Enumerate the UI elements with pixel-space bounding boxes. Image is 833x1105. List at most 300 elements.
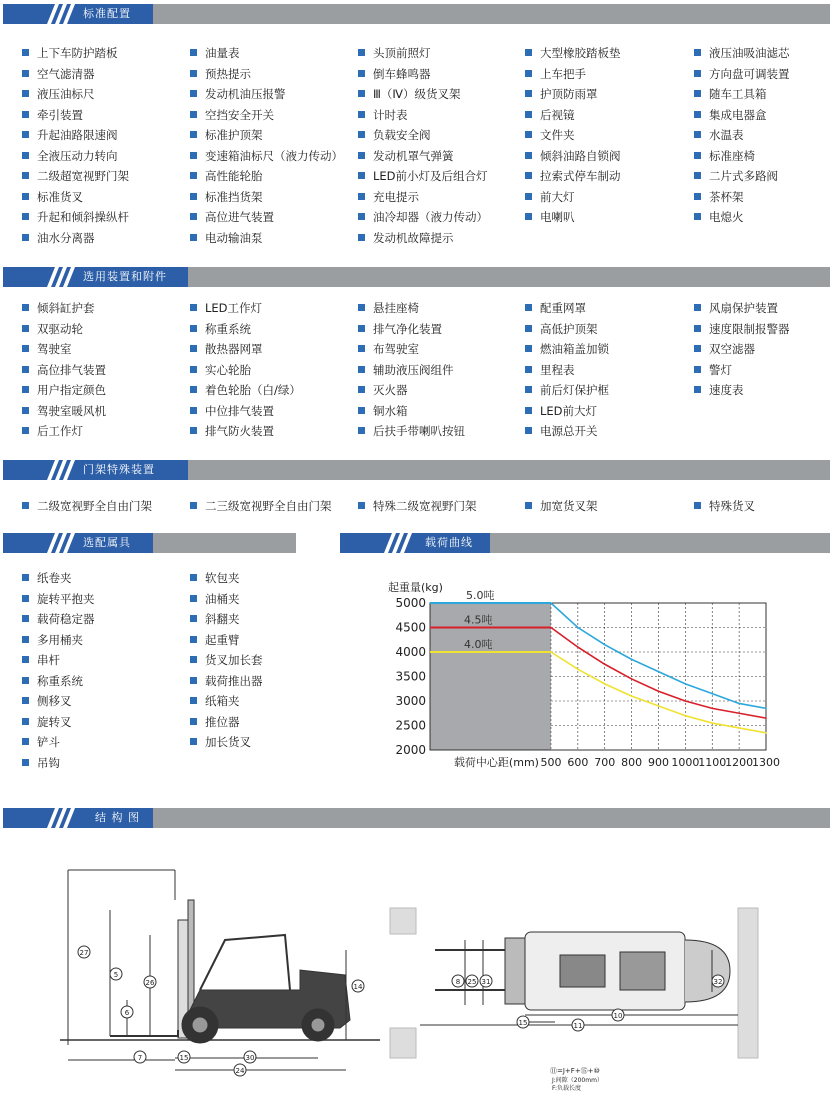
list-item-label: 拉索式停车制动 [540, 169, 621, 183]
list-item-label: 悬挂座椅 [373, 301, 419, 315]
list-item [358, 362, 454, 378]
data-point [738, 727, 740, 729]
list-item-label: 液压油吸油滤芯 [709, 46, 790, 60]
list-item [358, 498, 477, 514]
bullet-square-icon [22, 574, 29, 581]
list-item [358, 382, 408, 398]
list-item [190, 423, 274, 439]
list-item [694, 86, 767, 102]
bullet-square-icon [694, 70, 701, 77]
list-item [525, 66, 586, 82]
section-title-optional: 选用装置和附件 [83, 270, 167, 283]
x-tick-label: 600 [567, 756, 589, 769]
list-item-label: 辅助液压阀组件 [373, 362, 454, 377]
bullet-square-icon [22, 697, 29, 704]
list-item [22, 209, 129, 225]
list-item-label: 称重系统 [37, 673, 83, 688]
data-point [631, 695, 633, 697]
y-tick-label: 4500 [395, 620, 426, 635]
data-point [685, 715, 687, 717]
list-item-label: 预热提示 [205, 66, 251, 81]
dimension-label: 32 [713, 978, 723, 986]
list-item-label: 布驾驶室 [373, 342, 419, 356]
y-tick-label: 2000 [395, 743, 426, 757]
list-item [525, 382, 609, 398]
section-band-attachments [3, 533, 296, 553]
bullet-square-icon [190, 304, 197, 311]
bullet-square-icon [525, 193, 532, 200]
list-item [22, 591, 95, 607]
bullet-square-icon [525, 366, 532, 373]
x-tick-label: 1200 [725, 756, 754, 769]
list-item-label: 后扶手带喇叭按钮 [373, 424, 465, 438]
list-item [358, 168, 488, 184]
forklift-top-view [390, 908, 758, 1058]
data-point [631, 659, 633, 661]
list-item [525, 498, 598, 514]
list-item [22, 66, 95, 82]
list-item [190, 673, 263, 689]
list-item-label: 随车工具箱 [709, 87, 767, 101]
bullet-square-icon [190, 738, 197, 745]
data-point [550, 602, 552, 604]
bullet-square-icon [694, 345, 701, 352]
list-item-label: 铜水箱 [373, 403, 408, 418]
list-item [190, 734, 251, 750]
list-item-label: 斜翻夹 [205, 612, 240, 626]
list-item [190, 341, 263, 357]
list-item-label: LED工作灯 [205, 301, 263, 315]
list-item-label: 加宽货叉架 [540, 499, 598, 513]
dimension-label: 27 [79, 949, 89, 957]
forklift-side-view [60, 870, 380, 1070]
bullet-square-icon [190, 407, 197, 414]
bullet-square-icon [190, 656, 197, 663]
bullet-square-icon [22, 386, 29, 393]
list-item-label: 倾斜缸护套 [37, 301, 95, 315]
stripe-icon [41, 460, 81, 480]
list-item-label: 电喇叭 [540, 210, 575, 224]
bullet-square-icon [22, 213, 29, 220]
list-item [22, 107, 83, 123]
list-item-label: 风扇保护装置 [709, 301, 778, 315]
list-item [358, 86, 461, 102]
data-point [685, 700, 687, 702]
bullet-square-icon [358, 172, 365, 179]
section-title-load-curve: 载荷曲线 [425, 536, 473, 549]
list-item-label: 货叉加长套 [205, 653, 263, 667]
list-item-label: 标准座椅 [709, 148, 755, 163]
list-item-label: 上下车防护踏板 [37, 46, 118, 60]
list-item [358, 127, 431, 143]
bullet-square-icon [358, 193, 365, 200]
bullet-square-icon [22, 656, 29, 663]
list-item-label: 充电提示 [373, 189, 419, 204]
list-item-label: 铲斗 [37, 735, 60, 749]
bullet-square-icon [694, 366, 701, 373]
list-item-label: 二级超宽视野门架 [37, 169, 129, 183]
dimension-label: 8 [455, 978, 461, 986]
list-item-label: 发动机油压报警 [205, 87, 286, 101]
list-item [358, 189, 419, 205]
list-item [525, 341, 609, 357]
list-item-label: 着色轮胎（白/绿） [205, 383, 301, 397]
list-item-label: 软包夹 [205, 571, 240, 585]
y-axis-label: 起重量(kg) [388, 581, 443, 594]
list-item [190, 498, 332, 514]
list-item-label: 上车把手 [540, 66, 586, 81]
list-item-label: 二片式多路阀 [709, 169, 778, 183]
list-item [190, 66, 251, 82]
dimension-label: 14 [353, 983, 363, 991]
list-item-label: 空气滤清器 [37, 66, 95, 81]
list-item [22, 693, 72, 709]
bullet-square-icon [525, 131, 532, 138]
list-item [694, 127, 744, 143]
list-item [525, 45, 621, 61]
list-item-label: 排气净化装置 [373, 321, 442, 336]
list-item [694, 300, 778, 316]
list-item-label: 载荷推出器 [205, 673, 263, 688]
data-point [631, 678, 633, 680]
data-point [604, 663, 606, 665]
stripe-icon [41, 533, 81, 553]
section-band-mast [3, 460, 830, 480]
data-point [765, 732, 767, 734]
list-item-label: 空挡安全开关 [205, 107, 274, 122]
list-item-label: 灭火器 [373, 383, 408, 397]
list-item [190, 107, 274, 123]
list-item-label: 多用桶夹 [37, 632, 83, 647]
list-item [525, 107, 575, 123]
bullet-square-icon [525, 49, 532, 56]
list-item [190, 189, 263, 205]
bullet-square-icon [694, 172, 701, 179]
list-item [358, 107, 408, 123]
bullet-square-icon [190, 697, 197, 704]
list-item-label: 里程表 [540, 362, 575, 377]
list-item-label: 侧移叉 [37, 694, 72, 708]
bullet-square-icon [22, 427, 29, 434]
bullet-square-icon [190, 111, 197, 118]
list-item [22, 300, 95, 316]
list-item-label: 串杆 [37, 653, 60, 667]
bullet-square-icon [525, 386, 532, 393]
list-item [525, 300, 586, 316]
list-item [22, 341, 72, 357]
section-title-structure: 结 构 图 [95, 811, 140, 824]
bullet-square-icon [22, 325, 29, 332]
list-item [190, 300, 262, 316]
bullet-square-icon [358, 131, 365, 138]
list-item-label: 方向盘可调装置 [709, 66, 790, 81]
list-item [525, 86, 598, 102]
bullet-square-icon [190, 131, 197, 138]
list-item-label: 速度限制报警器 [709, 321, 790, 336]
bullet-square-icon [694, 502, 701, 509]
bullet-square-icon [190, 677, 197, 684]
bullet-square-icon [190, 366, 197, 373]
dimension-label: 15 [518, 1019, 528, 1027]
list-item-label: 油量表 [205, 46, 240, 60]
bullet-square-icon [358, 407, 365, 414]
list-item [190, 714, 240, 730]
list-item-label: 后视镜 [540, 107, 575, 122]
bullet-square-icon [190, 213, 197, 220]
bullet-square-icon [694, 193, 701, 200]
formula-text: ⑪=J+F+⑮+⑩ [550, 1067, 600, 1075]
bullet-square-icon [22, 738, 29, 745]
data-point [765, 717, 767, 719]
list-item-label: 燃油箱盖加锁 [540, 342, 609, 356]
note-load-length: F:负载长度 [552, 1085, 582, 1092]
bullet-square-icon [525, 213, 532, 220]
list-item-label: 实心轮胎 [205, 362, 251, 377]
x-tick-label: 1000 [671, 756, 700, 769]
list-item-label: Ⅲ（Ⅳ）级货叉架 [373, 87, 461, 101]
section-title-attachments: 选配属具 [83, 536, 131, 549]
list-item-label: 标准挡货架 [205, 189, 263, 204]
list-item [358, 66, 431, 82]
bullet-square-icon [190, 193, 197, 200]
list-item [22, 321, 83, 337]
bullet-square-icon [358, 49, 365, 56]
list-item [525, 362, 575, 378]
data-point [685, 683, 687, 685]
data-point [550, 651, 552, 653]
list-item-label: 二三级宽视野全自由门架 [205, 499, 332, 513]
list-item [190, 591, 240, 607]
bullet-square-icon [358, 366, 365, 373]
list-item-label: 配重网罩 [540, 301, 586, 315]
list-item [694, 362, 732, 378]
bullet-square-icon [694, 131, 701, 138]
list-item-label: 茶杯架 [709, 189, 744, 204]
y-tick-label: 5000 [395, 596, 426, 610]
bullet-square-icon [22, 718, 29, 725]
list-item [190, 570, 240, 586]
list-item-label: 文件夹 [540, 128, 575, 142]
x-tick-label: 800 [621, 756, 643, 769]
data-point [577, 646, 579, 648]
bullet-square-icon [22, 366, 29, 373]
bullet-square-icon [190, 427, 197, 434]
list-item-label: 高位进气装置 [205, 210, 274, 224]
x-tick-label: 700 [594, 756, 616, 769]
list-item-label: 倾斜油路自锁阀 [540, 148, 621, 163]
bullet-square-icon [190, 502, 197, 509]
list-item-label: 高位排气装置 [37, 362, 106, 377]
bullet-square-icon [190, 718, 197, 725]
bullet-square-icon [190, 325, 197, 332]
bullet-square-icon [22, 615, 29, 622]
list-item [694, 209, 744, 225]
list-item [190, 632, 240, 648]
bullet-square-icon [190, 386, 197, 393]
list-item-label: 加长货叉 [205, 735, 251, 749]
list-item-label: 电熄火 [709, 210, 744, 224]
bullet-square-icon [694, 152, 701, 159]
list-item-label: 旋转平抱夹 [37, 591, 95, 606]
bullet-square-icon [22, 759, 29, 766]
series-label: 5.0吨 [466, 589, 495, 602]
list-item-label: 全液压动力转向 [37, 148, 118, 163]
bullet-square-icon [525, 90, 532, 97]
bullet-square-icon [22, 595, 29, 602]
bullet-square-icon [190, 615, 197, 622]
dimension-label: 26 [145, 979, 155, 987]
structure-diagrams [0, 840, 833, 1105]
list-item [525, 168, 621, 184]
list-item [525, 209, 575, 225]
y-tick-label: 3500 [395, 669, 426, 684]
list-item [525, 189, 575, 205]
dimension-label: 24 [235, 1067, 245, 1075]
data-point [711, 722, 713, 724]
bullet-square-icon [190, 574, 197, 581]
list-item-label: 发动机故障提示 [373, 230, 454, 245]
section-band-load-curve [340, 533, 830, 553]
dimension-label: 10 [613, 1012, 623, 1020]
bullet-square-icon [22, 304, 29, 311]
note-clearance: J:间隙（200mm） [552, 1077, 603, 1084]
stripe-icon [41, 267, 81, 287]
bullet-square-icon [358, 386, 365, 393]
bullet-square-icon [525, 325, 532, 332]
list-item [22, 148, 118, 164]
list-item [22, 498, 152, 514]
list-item-label: 护顶防雨罩 [540, 87, 598, 101]
list-item-label: 升起和倾斜操纵杆 [37, 210, 129, 224]
bullet-square-icon [190, 595, 197, 602]
list-item [190, 362, 251, 378]
list-item [190, 611, 240, 627]
y-tick-label: 3000 [395, 694, 426, 708]
list-item-label: 驾驶室 [37, 342, 72, 356]
bullet-square-icon [525, 111, 532, 118]
bullet-square-icon [22, 407, 29, 414]
list-item-label: 称重系统 [205, 321, 251, 336]
data-point [604, 683, 606, 685]
bullet-square-icon [358, 152, 365, 159]
bullet-square-icon [22, 70, 29, 77]
bullet-square-icon [358, 304, 365, 311]
bullet-square-icon [190, 152, 197, 159]
bullet-square-icon [22, 677, 29, 684]
data-point [738, 712, 740, 714]
list-item [22, 362, 106, 378]
list-item-label: 纸卷夹 [37, 571, 72, 585]
list-item-label: 驾驶室暖风机 [37, 403, 106, 418]
list-item [190, 652, 263, 668]
list-item-label: 大型橡胶踏板垫 [540, 46, 621, 60]
bullet-square-icon [22, 131, 29, 138]
list-item [190, 45, 240, 61]
bullet-square-icon [22, 234, 29, 241]
bullet-square-icon [358, 427, 365, 434]
section-title-mast: 门架特殊装置 [83, 463, 155, 476]
bullet-square-icon [358, 502, 365, 509]
list-item [694, 107, 767, 123]
list-item-label: 变速箱油标尺（液力传动） [205, 148, 343, 163]
list-item [22, 45, 118, 61]
list-item-label: 高性能轮胎 [205, 169, 263, 183]
dimension-label: 15 [179, 1054, 189, 1062]
section-band-structure [3, 808, 830, 828]
bullet-square-icon [190, 172, 197, 179]
bullet-square-icon [525, 304, 532, 311]
bullet-square-icon [525, 345, 532, 352]
list-item [694, 168, 778, 184]
dimension-label: 31 [481, 978, 491, 986]
list-item [190, 209, 274, 225]
data-point [577, 668, 579, 670]
list-item [358, 321, 442, 337]
bullet-square-icon [22, 152, 29, 159]
list-item-label: 二级宽视野全自由门架 [37, 499, 152, 513]
x-tick-label: 1300 [752, 756, 780, 769]
bullet-square-icon [22, 345, 29, 352]
list-item [22, 611, 95, 627]
list-item [694, 148, 755, 164]
list-item [22, 714, 72, 730]
section-title-standard: 标准配置 [83, 7, 131, 20]
list-item-label: 散热器网罩 [205, 342, 263, 356]
list-item [358, 423, 465, 439]
bullet-square-icon [525, 70, 532, 77]
list-item-label: 吊钩 [37, 755, 60, 770]
bullet-square-icon [22, 49, 29, 56]
list-item [22, 652, 60, 668]
list-item [694, 382, 744, 398]
bullet-square-icon [190, 345, 197, 352]
list-item [525, 423, 598, 439]
x-tick-label: 1100 [698, 756, 727, 769]
bullet-square-icon [525, 407, 532, 414]
bullet-square-icon [694, 304, 701, 311]
bullet-square-icon [358, 111, 365, 118]
list-item [525, 403, 597, 419]
bullet-square-icon [358, 325, 365, 332]
list-item [358, 300, 419, 316]
list-item [190, 230, 263, 246]
data-point [711, 693, 713, 695]
bullet-square-icon [22, 502, 29, 509]
list-item-label: 排气防火装置 [205, 424, 274, 438]
bullet-square-icon [358, 345, 365, 352]
bullet-square-icon [525, 502, 532, 509]
list-item-label: 后工作灯 [37, 424, 83, 438]
list-item [525, 127, 575, 143]
series-label: 4.0吨 [464, 638, 493, 651]
list-item [22, 570, 72, 586]
list-item [190, 403, 274, 419]
list-item [190, 127, 263, 143]
data-point [711, 708, 713, 710]
list-item [22, 755, 60, 771]
list-item [694, 45, 790, 61]
list-item [694, 321, 790, 337]
forklift-logo: Aaa [220, 978, 236, 987]
list-item-label: 起重臂 [205, 632, 240, 647]
list-item [358, 45, 431, 61]
list-item-label: 牵引装置 [37, 107, 83, 122]
list-item [190, 86, 286, 102]
list-item-label: 前后灯保护框 [540, 383, 609, 397]
data-point [765, 708, 767, 710]
list-item [190, 148, 343, 164]
list-item-label: 特殊货叉 [709, 499, 755, 513]
